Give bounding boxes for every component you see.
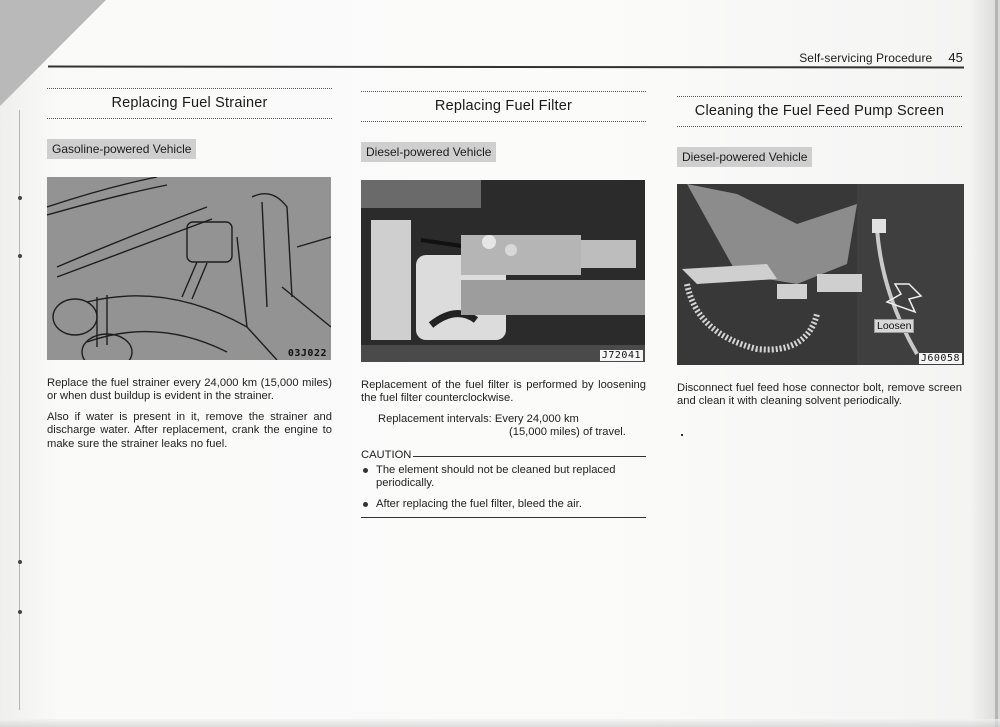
caution-rule [413,456,646,457]
print-speck [681,434,683,436]
caution-text: The element should not be cleaned but replaced periodically. [376,464,616,490]
caution-heading: CAUTION [361,448,412,461]
engine-line-drawing [47,177,331,360]
vehicle-type-tag: Gasoline-powered Vehicle [47,139,196,159]
dotted-rule [47,118,332,119]
interval-value: Every 24,000 km [494,412,579,425]
figure-fuel-strainer [47,177,331,360]
figure-code: 03J022 [287,348,327,359]
section-fuel-strainer [47,88,332,458]
caution-header [361,449,646,462]
section-body [47,377,332,451]
binding-hole [18,610,22,614]
bullet-icon [363,502,368,507]
paragraph: Disconnect fuel feed hose connector bolt, remove screen and clean it with cleaning solvent periodically. [677,382,962,408]
fuel-pump-photo [677,184,964,365]
figure-code: J72041 [601,350,641,361]
binding-hole [18,254,22,258]
figure-fuel-filter [361,180,645,362]
fuel-filter-photo [361,180,645,362]
section-title: Self-servicing Procedure [799,51,933,65]
page-edge [0,719,1000,727]
caution-item [361,498,646,511]
running-header [799,50,963,65]
paragraph: Replace the fuel strainer every 24,000 km (15,000 miles) or when dust buildup is evident in the strainer. [47,377,332,403]
caution-item [361,464,646,491]
section-heading: Replacing Fuel Strainer [111,95,268,111]
section-heading: Cleaning the Fuel Feed Pump Screen [694,103,945,119]
binding-edge [19,110,20,710]
section-body [361,379,646,440]
binding-hole [18,196,22,200]
vehicle-type-tag: Diesel-powered Vehicle [677,147,812,167]
loosen-callout: Loosen [877,320,912,332]
caution-box [361,449,646,519]
section-body [677,382,962,409]
page-number: 45 [948,50,963,65]
binding-hole [18,560,22,564]
page-edge [995,0,998,727]
interval-label: Replacement intervals: [378,412,492,425]
dotted-rule [677,126,962,127]
replacement-interval [378,413,646,440]
bullet-icon [363,468,368,473]
figure-fuel-feed-pump [677,184,964,365]
paragraph: Replacement of the fuel filter is performed by loosening the fuel filter counterclockwise. [361,379,646,405]
figure-code: J60058 [920,353,960,364]
caution-rule [361,517,646,518]
paragraph: Also if water is present in it, remove the strainer and discharge water. After replacement, crank the engine to make sure the strainer leaks no fuel. [47,410,332,450]
vehicle-type-tag: Diesel-powered Vehicle [361,142,496,162]
dotted-rule [361,121,646,122]
section-fuel-filter [361,91,646,518]
interval-value-continued: (15,000 miles) of travel. [509,426,626,439]
section-heading: Replacing Fuel Filter [434,98,573,114]
section-fuel-feed-pump-screen [677,96,962,416]
caution-text: After replacing the fuel filter, bleed the air. [376,497,582,510]
